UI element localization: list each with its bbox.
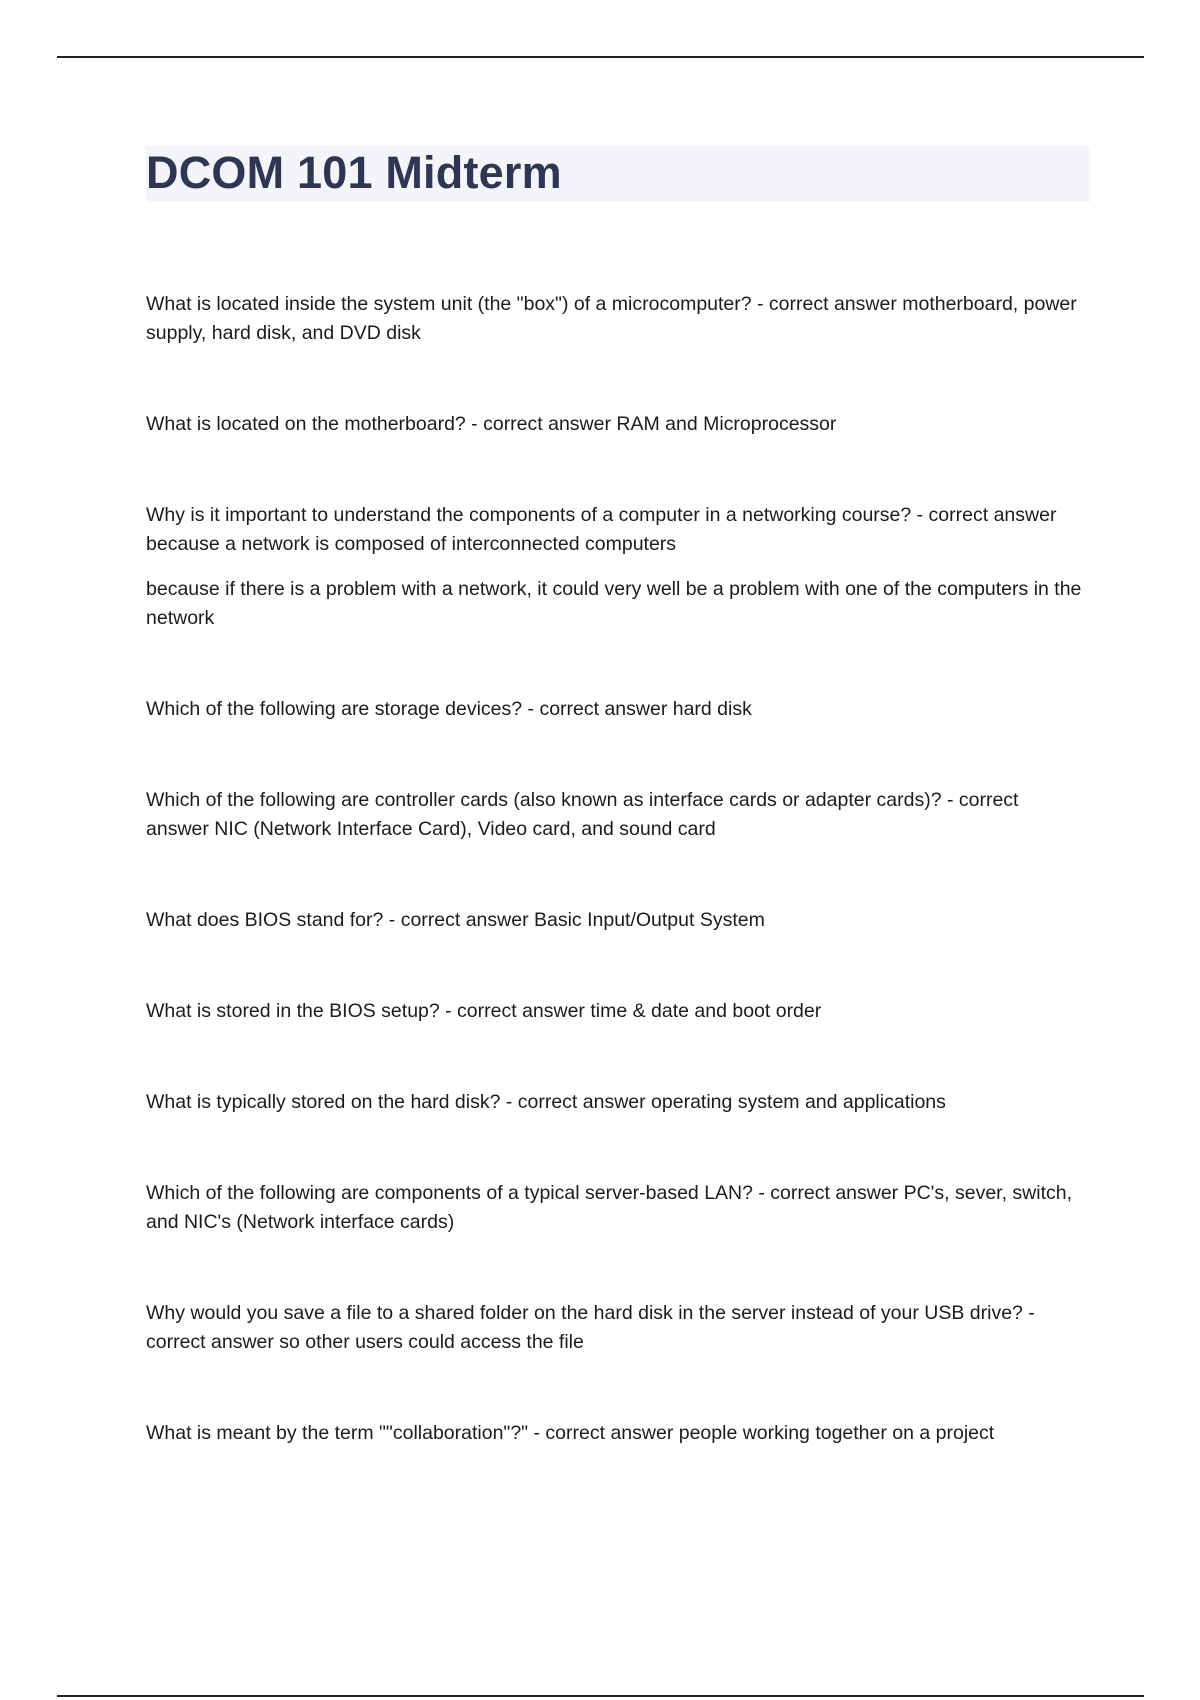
- qa-item: [146, 695, 1086, 724]
- qa-extra-text: because if there is a problem with a network, it could very well be a problem with one of the computers in the network: [146, 578, 1082, 629]
- qa-item: [146, 290, 1086, 348]
- qa-text: What does BIOS stand for? - correct answer Basic Input/Output System: [146, 909, 765, 931]
- page-title: DCOM 101 Midterm: [146, 147, 562, 198]
- qa-item: [146, 1179, 1086, 1237]
- qa-item: [146, 1419, 1086, 1448]
- qa-text: Why would you save a file to a shared folder on the hard disk in the server instead of your USB drive? - correct answer so other users could access the file: [146, 1302, 1035, 1353]
- qa-item: [146, 906, 1086, 935]
- top-rule: [57, 56, 1144, 58]
- qa-item: [146, 501, 1086, 633]
- qa-text: Which of the following are controller cards (also known as interface cards or adapter cards)? - correct answer NIC (Network Interface Card), Video card, and sound card: [146, 789, 1019, 840]
- qa-text: What is located on the motherboard? - correct answer RAM and Microprocessor: [146, 413, 837, 435]
- qa-item: [146, 997, 1086, 1026]
- qa-list: [146, 290, 1086, 1510]
- qa-text: What is typically stored on the hard disk? - correct answer operating system and applications: [146, 1091, 946, 1113]
- qa-text: What is stored in the BIOS setup? - correct answer time & date and boot order: [146, 1000, 822, 1022]
- qa-item: [146, 410, 1086, 439]
- qa-text: Which of the following are storage devices? - correct answer hard disk: [146, 698, 752, 720]
- qa-text: What is meant by the term ""collaboration"?" - correct answer people working together on a project: [146, 1422, 995, 1444]
- qa-text: Which of the following are components of a typical server-based LAN? - correct answer PC's, sever, switch, and NIC's (Network interface cards): [146, 1182, 1073, 1233]
- qa-text: What is located inside the system unit (the "box") of a microcomputer? - correct answer motherboard, power supply, hard disk, and DVD disk: [146, 293, 1077, 344]
- qa-item: [146, 1299, 1086, 1357]
- bottom-rule: [57, 1695, 1144, 1697]
- qa-item: [146, 786, 1086, 844]
- qa-text: Why is it important to understand the components of a computer in a networking course? - correct answer because a network is composed of interconnected computers: [146, 504, 1057, 555]
- qa-item: [146, 1088, 1086, 1117]
